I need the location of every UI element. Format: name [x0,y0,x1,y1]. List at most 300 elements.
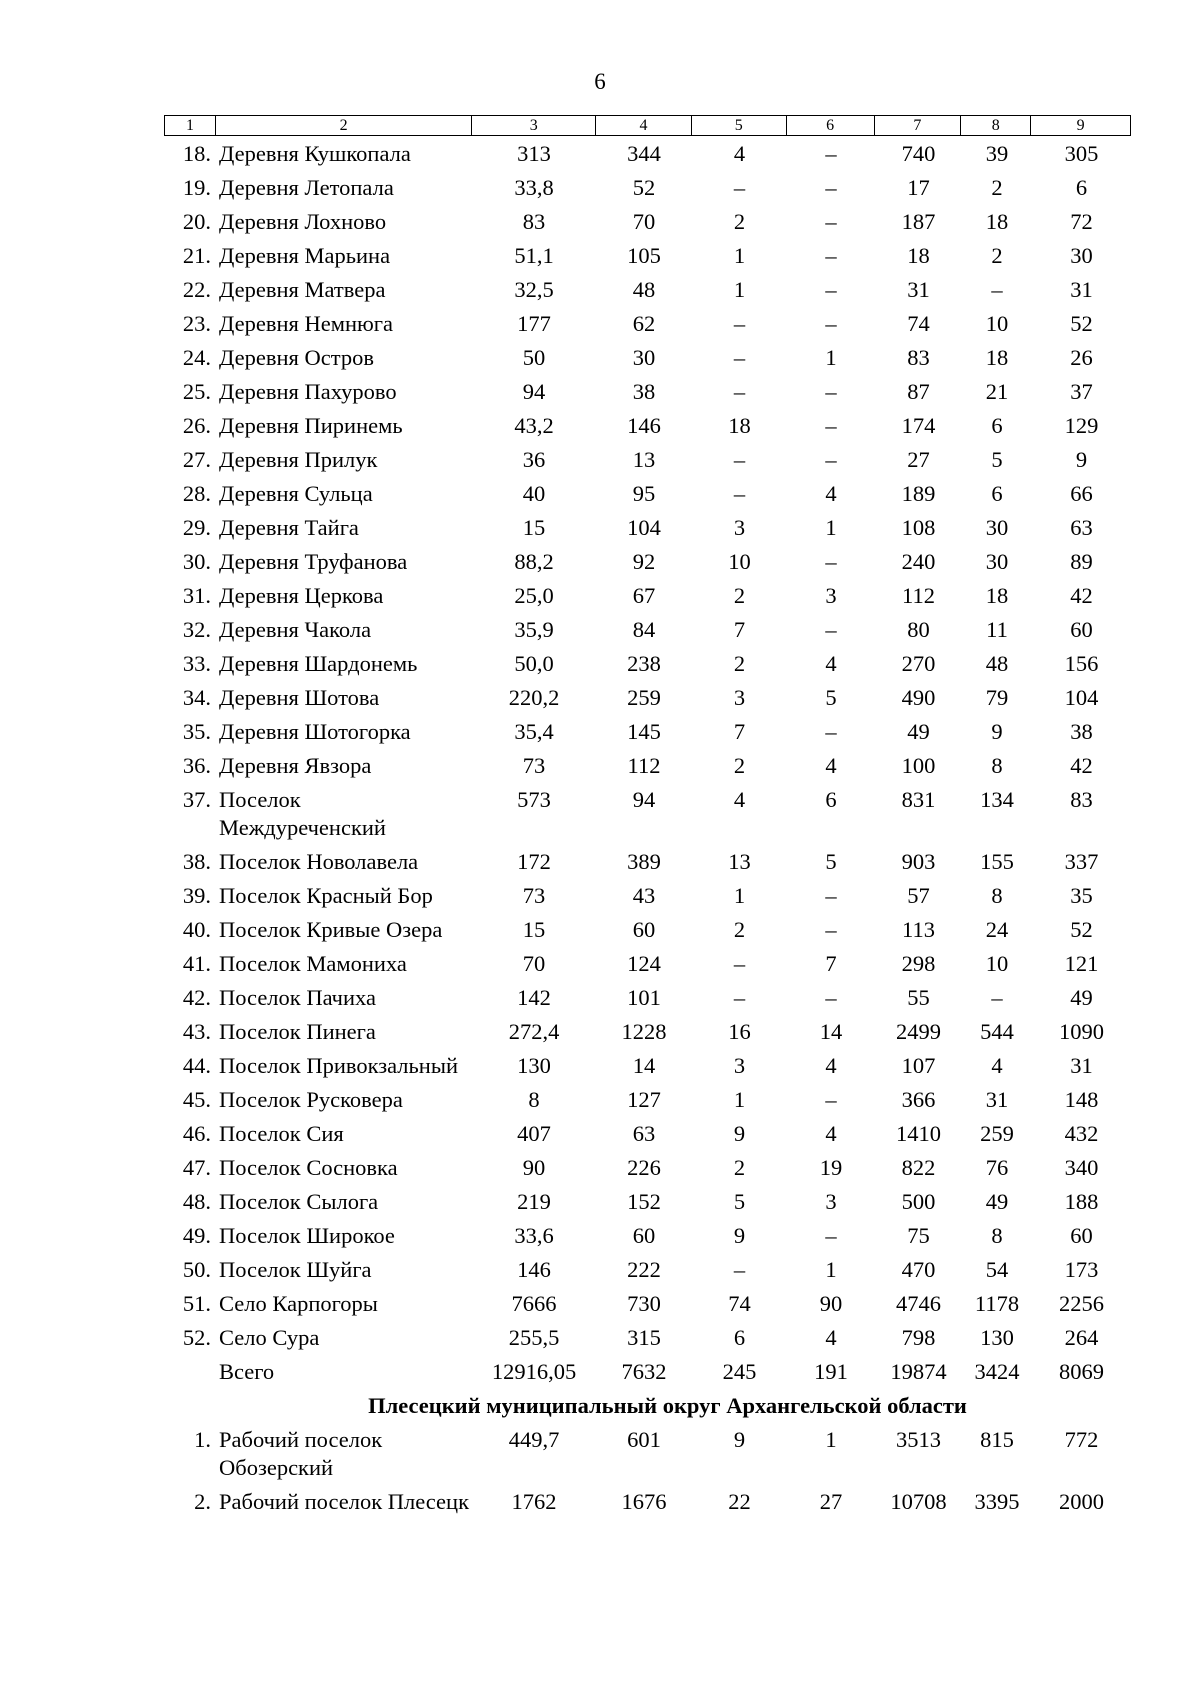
settlement-name: Поселок Пинега [219,1019,376,1044]
col-4-value: 105 [627,243,661,268]
row-number: 21. [182,243,211,268]
col-7-value: 2499 [896,1019,941,1044]
table-row [164,649,1131,683]
col-5-value: 2 [733,917,746,942]
row-number: 38. [182,849,211,874]
col-3-value: 177 [517,311,551,336]
col-4-value: 7632 [621,1359,667,1384]
col-4-value: 43 [632,883,656,908]
col-6-value: 4 [825,1053,837,1078]
col-9-value: 173 [1064,1257,1099,1282]
col-9-value: 38 [1070,719,1093,744]
col-4-value: 152 [627,1189,661,1214]
table-row [164,377,1131,411]
col-4-value: 238 [627,651,661,676]
row-number: 27. [182,447,211,472]
col-3-value: 35,9 [514,617,554,642]
row-number: 40. [182,917,211,942]
settlement-name: Деревня Пиринемь [219,413,403,438]
col-5-value: 3 [733,515,746,540]
settlement-name: Деревня Сульца [219,481,373,506]
col-3-value: 73 [522,883,546,908]
col-6-value: 4 [825,651,837,676]
col-3-value: 40 [522,481,546,506]
settlement-name: Поселок Мамониха [219,951,407,976]
col-6-value: – [825,209,837,234]
table-part-1 [164,139,1131,1391]
settlement-name: Деревня Кушкопала [219,141,411,166]
col-8-value: 8 [991,883,1003,908]
col-7-value: 240 [901,549,936,574]
col-3-value: 50,0 [514,651,554,676]
col-6-value: 27 [819,1489,843,1514]
col-6-value: 5 [825,685,837,710]
col-5-value: 6 [733,1325,746,1350]
col-4-value: 84 [632,617,656,642]
row-number: 32. [182,617,211,642]
settlement-name: Поселок Красный Бор [219,883,433,908]
col-4-value: 389 [627,849,661,874]
col-7-value: 10708 [890,1489,947,1514]
row-number: 49. [182,1223,211,1248]
col-4-value: 226 [627,1155,661,1180]
col-6-value: 5 [825,849,837,874]
col-6-value: – [825,413,837,438]
col-7-value: 490 [901,685,936,710]
col-8-value: 10 [985,311,1009,336]
settlement-name: Поселок Междуреченский [219,787,386,840]
col-5-value: 2 [733,583,746,608]
row-number: 28. [182,481,211,506]
row-number: 20. [182,209,211,234]
col-5-value: – [733,481,746,506]
col-3-value: 90 [522,1155,546,1180]
col-4-value: 127 [627,1087,661,1112]
col-4-value: 112 [627,753,661,778]
settlement-name: Поселок Шуйга [219,1257,372,1282]
col-6-value: 4 [825,481,837,506]
row-number: 1. [194,1427,211,1452]
col-9-value: 6 [1075,175,1088,200]
col-9-value: 42 [1070,753,1093,778]
column-header-5: 5 [692,116,787,135]
column-header-9: 9 [1076,117,1085,134]
col-4-value: 14 [632,1053,656,1078]
col-6-value: 3 [825,1189,837,1214]
col-9-value: 305 [1064,141,1099,166]
col-8-value: 48 [985,651,1009,676]
col-3-value: 70 [522,951,546,976]
col-7-value: 83 [907,345,930,370]
table-row [164,445,1131,479]
col-7-value: 500 [901,1189,936,1214]
col-7-value: 903 [901,849,936,874]
col-5-value: 13 [728,849,751,874]
settlement-name: Деревня Немнюга [219,311,394,336]
col-7-value: 4746 [896,1291,941,1316]
col-3-value: 219 [517,1189,551,1214]
settlement-name: Деревня Матвера [219,277,386,302]
col-8-value: 3424 [974,1359,1020,1384]
col-4-value: 48 [632,277,656,302]
col-3-value: 73 [522,753,546,778]
section-title: Плесецкий муниципальный округ Архангельской области [368,1393,967,1418]
row-number: 25. [182,379,211,404]
col-9-value: 31 [1070,277,1093,302]
row-number: 24. [182,345,211,370]
col-7-value: 108 [901,515,936,540]
col-3-value: 43,2 [514,413,554,438]
col-8-value: – [991,985,1003,1010]
col-6-value: 6 [825,787,837,812]
col-5-value: 4 [733,787,746,812]
settlement-name: Деревня Труфанова [219,549,408,574]
column-header-2: 2 [216,116,472,135]
col-6-value: – [825,719,837,744]
table-row [164,1487,1131,1521]
table-row [164,785,1131,847]
col-8-value: 18 [985,209,1009,234]
col-5-value: – [733,951,746,976]
column-header-8: 8 [961,116,1031,135]
col-8-value: 815 [980,1427,1014,1452]
col-3-value: 146 [517,1257,551,1282]
row-number: 46. [182,1121,211,1146]
col-5-value: 5 [733,1189,746,1214]
col-8-value: 5 [991,447,1003,472]
col-7-value: 270 [901,651,936,676]
col-6-value: 7 [825,951,837,976]
col-7-value: 187 [901,209,936,234]
table-row [164,241,1131,275]
row-number: 23. [182,311,211,336]
col-6-value: – [825,141,837,166]
col-7-value: 100 [901,753,936,778]
col-6-value: 19 [819,1155,843,1180]
settlement-name: Деревня Шотова [219,685,380,710]
col-5-value: – [733,447,746,472]
col-6-value: 1 [825,1427,837,1452]
col-4-value: 60 [632,1223,656,1248]
col-9-value: 2256 [1059,1291,1104,1316]
col-9-value: 30 [1070,243,1093,268]
page-number: 6 [594,69,606,94]
settlement-name: Рабочий поселок Обозерский [219,1427,383,1480]
col-5-value: 16 [728,1019,751,1044]
table-row [164,513,1131,547]
table-row [164,1255,1131,1289]
col-7-value: 74 [907,311,930,336]
col-8-value: 30 [985,515,1009,540]
col-3-value: 1762 [511,1489,557,1514]
col-5-value: 3 [733,685,746,710]
col-5-value: – [733,175,746,200]
col-9-value: 9 [1075,447,1088,472]
table-row [164,275,1131,309]
col-9-value: 66 [1070,481,1093,506]
col-4-value: 62 [632,311,656,336]
col-9-value: 60 [1070,1223,1093,1248]
table-row [164,1017,1131,1051]
col-7-value: 55 [907,985,930,1010]
settlement-name: Деревня Шотогорка [219,719,411,744]
table-body [164,139,1131,1521]
col-8-value: 54 [985,1257,1009,1282]
row-number: 22. [182,277,211,302]
col-6-value: 14 [819,1019,843,1044]
col-4-value: 70 [632,209,656,234]
settlement-name: Деревня Шардонемь [219,651,418,676]
col-6-value: 4 [825,1325,837,1350]
col-8-value: 49 [985,1189,1009,1214]
col-8-value: 134 [980,787,1014,812]
table-row [164,1187,1131,1221]
settlement-name: Деревня Летопала [219,175,394,200]
column-header-4: 4 [596,116,692,135]
col-4-value: 92 [632,549,656,574]
col-5-value: 4 [733,141,746,166]
col-6-value: 191 [814,1359,848,1384]
col-7-value: 75 [907,1223,930,1248]
row-number: 33. [182,651,211,676]
table-part-2 [164,1425,1131,1521]
col-9-value: 31 [1070,1053,1093,1078]
settlement-name: Поселок Широкое [219,1223,395,1248]
col-6-value: – [825,549,837,574]
col-5-value: 1 [733,277,746,302]
table-header-row [164,115,1131,136]
col-3-value: 7666 [511,1291,557,1316]
col-9-value: 432 [1064,1121,1099,1146]
col-7-value: 112 [902,583,935,608]
table-row [164,1119,1131,1153]
col-4-value: 94 [632,787,656,812]
col-6-value: – [825,1087,837,1112]
col-7-value: 107 [901,1053,936,1078]
row-number: 37. [182,787,211,812]
settlement-name: Село Сура [219,1325,320,1350]
col-8-value: 1178 [974,1291,1020,1316]
col-9-value: 264 [1064,1325,1099,1350]
col-8-value: 21 [985,379,1009,404]
row-number: 2. [194,1489,211,1514]
col-9-value: 340 [1064,1155,1099,1180]
table-row [164,847,1131,881]
row-number: 41. [182,951,211,976]
table-row [164,1085,1131,1119]
row-number: 42. [182,985,211,1010]
col-7-value: 17 [907,175,930,200]
col-7-value: 189 [901,481,936,506]
col-7-value: 798 [901,1325,936,1350]
row-number: 50. [182,1257,211,1282]
col-3-value: 142 [517,985,551,1010]
settlement-name: Деревня Прилук [219,447,378,472]
table-row [164,1289,1131,1323]
row-number: 31. [182,583,211,608]
col-5-value: – [733,379,746,404]
col-5-value: 74 [728,1291,751,1316]
settlement-name: Деревня Марьина [219,243,391,268]
col-6-value: – [825,617,837,642]
col-3-value: 407 [517,1121,551,1146]
col-9-value: 2000 [1059,1489,1104,1514]
col-9-value: 104 [1064,685,1099,710]
row-number: 48. [182,1189,211,1214]
table-row [164,1051,1131,1085]
col-6-value: 90 [819,1291,843,1316]
col-5-value: 22 [728,1489,751,1514]
table-row [164,479,1131,513]
table-row [164,547,1131,581]
col-9-value: 60 [1070,617,1093,642]
col-7-value: 470 [901,1257,936,1282]
row-number: 18. [182,141,211,166]
col-5-value: 7 [733,719,746,744]
col-3-value: 32,5 [514,277,554,302]
col-5-value: 2 [733,651,746,676]
col-7-value: 19874 [890,1359,947,1384]
row-number: 19. [182,175,211,200]
col-8-value: 2 [991,243,1003,268]
col-6-value: – [825,379,837,404]
col-7-value: 57 [907,883,930,908]
col-5-value: 3 [733,1053,746,1078]
col-3-value: 25,0 [514,583,554,608]
col-8-value: 6 [991,413,1003,438]
col-4-value: 104 [627,515,661,540]
col-6-value: – [825,243,837,268]
col-5-value: 2 [733,753,746,778]
row-number: 35. [182,719,211,744]
row-number: 30. [182,549,211,574]
col-8-value: 8 [991,753,1003,778]
row-number: 45. [182,1087,211,1112]
col-7-value: 298 [901,951,936,976]
col-5-value: 2 [733,1155,746,1180]
col-9-value: 148 [1064,1087,1099,1112]
row-number: 52. [182,1325,211,1350]
col-4-value: 222 [627,1257,661,1282]
col-7-value: 366 [901,1087,936,1112]
settlement-name: Поселок Пачиха [219,985,376,1010]
col-3-value: 83 [522,209,546,234]
col-3-value: 255,5 [508,1325,560,1350]
table-row [164,1153,1131,1187]
col-5-value: 1 [733,243,746,268]
col-5-value: 9 [733,1223,746,1248]
col-3-value: 130 [517,1053,551,1078]
col-6-value: – [825,175,837,200]
col-7-value: 49 [907,719,930,744]
col-4-value: 1228 [621,1019,667,1044]
settlement-name: Деревня Чакола [219,617,372,642]
col-4-value: 95 [632,481,656,506]
col-3-value: 94 [522,379,546,404]
row-number [164,1358,215,1386]
col-6-value: – [825,917,837,942]
settlement-name: Деревня Тайга [219,515,359,540]
col-5-value: 7 [733,617,746,642]
col-8-value: 10 [985,951,1009,976]
col-9-value: 72 [1070,209,1093,234]
col-4-value: 101 [627,985,661,1010]
col-3-value: 35,4 [514,719,554,744]
col-9-value: 772 [1064,1427,1099,1452]
col-4-value: 1676 [621,1489,667,1514]
col-8-value: 11 [986,617,1008,642]
col-5-value: 2 [733,209,746,234]
col-3-value: 313 [517,141,551,166]
settlement-name: Деревня Явзора [219,753,372,778]
col-7-value: 27 [907,447,930,472]
row-number: 47. [182,1155,211,1180]
table-row [164,717,1131,751]
col-7-value: 822 [901,1155,936,1180]
col-4-value: 63 [632,1121,656,1146]
col-9-value: 156 [1064,651,1099,676]
row-number: 39. [182,883,211,908]
col-6-value: – [825,311,837,336]
col-7-value: 740 [901,141,936,166]
row-number: 36. [182,753,211,778]
row-number: 43. [182,1019,211,1044]
col-5-value: 18 [728,413,751,438]
col-6-value: 3 [825,583,837,608]
col-8-value: – [991,277,1003,302]
col-3-value: 33,6 [514,1223,554,1248]
col-9-value: 121 [1064,951,1099,976]
col-4-value: 67 [632,583,656,608]
settlement-name: Село Карпогоры [219,1291,378,1316]
col-3-value: 272,4 [508,1019,560,1044]
table-row [164,173,1131,207]
col-8-value: 130 [980,1325,1014,1350]
col-9-value: 129 [1064,413,1099,438]
col-9-value: 337 [1064,849,1099,874]
row-number: 26. [182,413,211,438]
col-6-value: 4 [825,1121,837,1146]
col-7-value: 18 [907,243,930,268]
col-8-value: 259 [980,1121,1014,1146]
col-8-value: 9 [991,719,1003,744]
col-5-value: 9 [733,1121,746,1146]
col-7-value: 831 [901,787,936,812]
col-4-value: 146 [627,413,661,438]
col-8-value: 8 [991,1223,1003,1248]
col-4-value: 52 [632,175,656,200]
col-3-value: 12916,05 [491,1359,577,1384]
col-9-value: 1090 [1059,1019,1104,1044]
col-5-value: – [733,985,746,1010]
col-7-value: 87 [907,379,930,404]
col-3-value: 88,2 [514,549,554,574]
col-8-value: 24 [985,917,1009,942]
settlement-name: Деревня Остров [219,345,374,370]
col-7-value: 31 [907,277,930,302]
col-9-value: 37 [1070,379,1093,404]
col-9-value: 83 [1070,787,1093,812]
settlement-name: Поселок Сылога [219,1189,379,1214]
col-3-value: 449,7 [508,1427,560,1452]
col-8-value: 544 [980,1019,1014,1044]
settlement-name: Всего [219,1359,275,1384]
col-9-value: 35 [1070,883,1093,908]
col-4-value: 13 [632,447,656,472]
col-4-value: 145 [627,719,661,744]
table-row [164,1221,1131,1255]
col-4-value: 124 [627,951,661,976]
